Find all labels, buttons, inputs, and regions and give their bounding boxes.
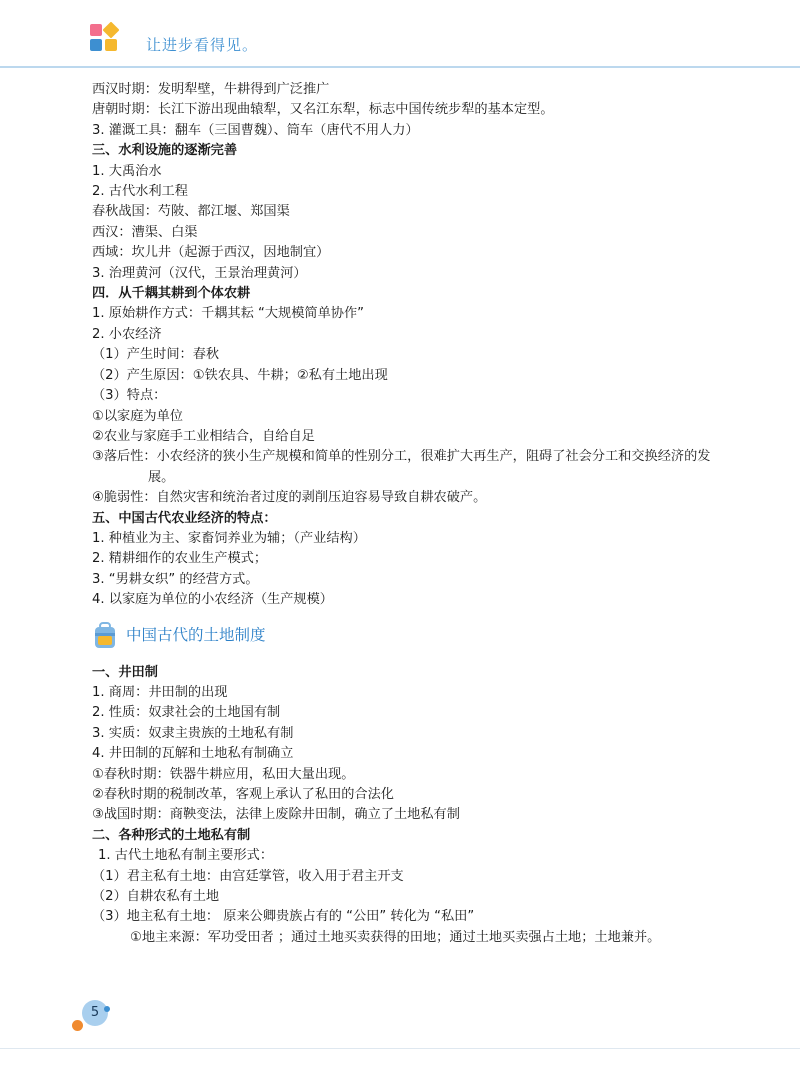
section-subheading: 二、各种形式的土地私有制: [92, 827, 251, 843]
page-content: [92, 80, 732, 948]
text-line: 3. “男耕女织” 的经营方式。: [92, 571, 259, 587]
text-line: 1. 大禹治水: [92, 163, 162, 179]
decor-dot: [72, 1020, 83, 1031]
text-line: （2）自耕农私有土地: [92, 889, 220, 905]
text-line: 4. 井田制的瓦解和土地私有制确立: [92, 746, 294, 762]
text-line: ①地主来源：军功受田者 ；通过土地买卖获得的田地；通过土地买卖强占土地；土地兼并。: [130, 929, 661, 945]
section-subheading: 一、井田制: [92, 664, 158, 680]
text-line: 2. 精耕细作的农业生产模式；: [92, 551, 268, 567]
text-line: 西域：坎儿井（起源于西汉，因地制宜）: [92, 245, 330, 261]
text-line: ③落后性：小农经济的狭小生产规模和简单的性别分工，很难扩大再生产，阻碍了社会分工和交换经济的发展。: [92, 449, 711, 485]
text-line: 唐朝时期：长江下游出现曲辕犁，又名江东犁，标志中国传统步犁的基本定型。: [92, 102, 554, 118]
text-line: ①以家庭为单位: [92, 408, 183, 424]
text-line: 春秋战国：芍陂、都江堰、郑国渠: [92, 204, 290, 220]
text-line: （3）地主私有土地： 原来公卿贵族占有的 “公田” 转化为 “私田”: [92, 909, 475, 925]
text-line: （3）特点：: [92, 388, 167, 404]
text-line: 3. 灌溉工具：翻车（三国曹魏）、筒车（唐代不用人力）: [92, 122, 419, 138]
section-subheading: 四．从千耦其耕到个体农耕: [92, 286, 251, 302]
agriculture-notes: [92, 80, 732, 611]
text-line: ④脆弱性：自然灾害和统治者过度的剥削压迫容易导致自耕农破产。: [92, 490, 487, 506]
text-line: 2. 性质：奴隶社会的土地国有制: [92, 705, 281, 721]
text-line: 1. 商周：井田制的出现: [92, 684, 228, 700]
section-title: 中国古代的土地制度: [126, 626, 266, 645]
schoolbag-icon: [92, 622, 118, 650]
decor-dot: [104, 1006, 110, 1012]
text-line: 3. 实质：奴隶主贵族的土地私有制: [92, 725, 294, 741]
text-line: ③战国时期：商鞅变法，法律上废除井田制，确立了土地私有制: [92, 807, 460, 823]
land-system-notes: [92, 663, 732, 949]
text-line: （2）产生原因：①铁农具、牛耕；②私有土地出现: [92, 367, 388, 383]
section-subheading: 三、水利设施的逐渐完善: [92, 143, 238, 159]
header-divider: [0, 66, 800, 68]
section-heading: [92, 621, 732, 651]
text-line: 2. 小农经济: [92, 326, 162, 342]
page-header: [0, 0, 800, 68]
text-line: ①春秋时期：铁器牛耕应用，私田大量出现。: [92, 766, 355, 782]
text-line: （1）君主私有土地：由宫廷掌管，收入用于君主开支: [92, 868, 404, 884]
text-line: 2. 古代水利工程: [92, 184, 188, 200]
text-line: 4. 以家庭为单位的小农经济（生产规模）: [92, 592, 333, 608]
section-subheading: 五、中国古代农业经济的特点：: [92, 510, 277, 526]
text-line: 3. 治理黄河（汉代，王景治理黄河）: [92, 265, 307, 281]
footer-divider: [0, 1048, 800, 1049]
text-line: 1. 种植业为主、家畜饲养业为辅；（产业结构）: [92, 530, 366, 546]
page-number: 5: [82, 1000, 108, 1026]
text-line: ②春秋时期的税制改革，客观上承认了私田的合法化: [92, 787, 394, 802]
text-line: 1. 古代土地私有制主要形式：: [98, 848, 274, 864]
text-line: ②农业与家庭手工业相结合，自给自足: [92, 428, 315, 444]
text-line: 西汉：漕渠、白渠: [92, 224, 198, 240]
page-footer: [70, 996, 110, 1036]
brand-logo-icon: [90, 24, 120, 54]
text-line: 西汉时期：发明犁壁，牛耕得到广泛推广: [92, 82, 330, 97]
text-line: 1. 原始耕作方式：千耦其耘 “大规模简单协作”: [92, 306, 365, 322]
text-line: （1）产生时间：春秋: [92, 347, 220, 363]
brand-slogan: 让进步看得见。: [146, 36, 259, 54]
